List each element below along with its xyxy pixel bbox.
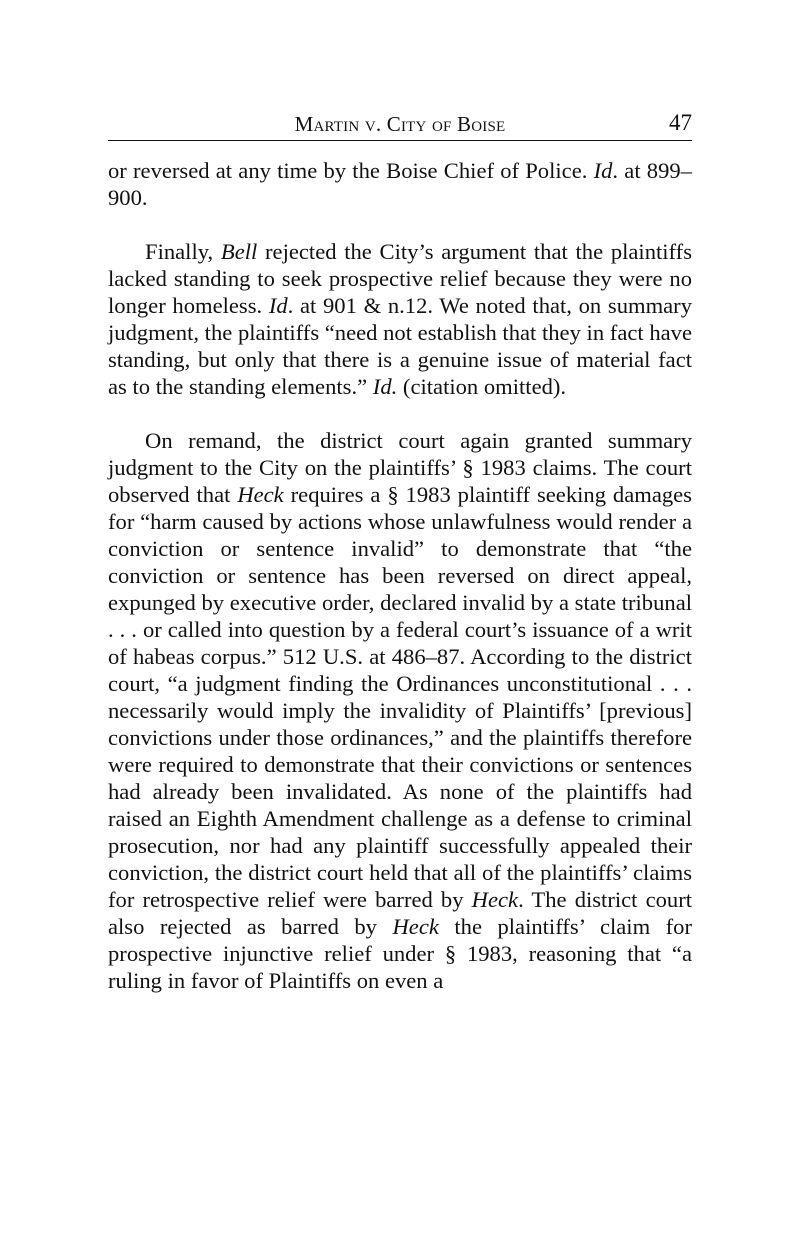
paragraph-continuation xyxy=(108,157,692,211)
paragraph-remand xyxy=(108,427,692,994)
running-header-title: Martin v. City of Boise xyxy=(294,112,506,136)
text-run: the plaintiffs’ claim for prospective injunctive relief under § 1983, reasoning that “a ruling in favor of Plaintiffs on even a xyxy=(108,914,692,993)
text-run: . at 901 & n.12. We noted that, on summary judgment, the plaintiffs “need not establish that they in fact have standing, but only that there is a genuine issue of material fact as to the standing elements.” xyxy=(108,293,692,399)
text-run: requires a § 1983 plaintiff seeking damages for “harm caused by actions whose unlawfulness would render a conviction or sentence invalid” to demonstrate that “the conviction or sentence has been reversed on direct appeal, expunged by executive order, declared invalid by a state tribunal . . . or called into question by a federal court’s issuance of a writ of habeas corpus.” 512 U.S. at 486–87. According to the district court, “a judgment finding the Ordinances unconstitutional . . . necessarily would imply the invalidity of Plaintiffs’ [previous] convictions under those ordinances,” and the plaintiffs therefore were required to demonstrate that their convictions or sentences had already been invalidated. As none of the plaintiffs had raised an Eighth Amendment challenge as a defense to criminal prosecution, nor had any plaintiff successfully appealed their conviction, the district court held that all of the plaintiffs’ claims for retrospective relief were barred by xyxy=(108,482,692,912)
case-name-italic: Heck xyxy=(237,482,284,507)
text-run: rejected the City’s argument that the plaintiffs lacked standing to seek prospective relief because they were no longer homeless. xyxy=(108,239,692,318)
citation-italic: Id xyxy=(268,293,288,318)
case-name-italic: Bell xyxy=(220,239,258,264)
case-name-italic: Heck xyxy=(471,887,519,912)
citation-italic: Id. xyxy=(372,374,398,399)
opinion-body xyxy=(108,157,692,994)
case-name-italic: Heck xyxy=(392,914,439,939)
citation-italic: Id xyxy=(593,158,613,183)
text-run: On remand, the district court again granted summary judgment to the City on the plaintiffs’ § 1983 claims. The court observed that xyxy=(108,428,692,507)
text-run: or reversed at any time by the Boise Chief of Police. xyxy=(108,158,594,183)
page-number: 47 xyxy=(669,110,692,135)
paragraph-bell-standing xyxy=(108,238,692,400)
text-run: . The district court also rejected as barred by xyxy=(108,887,692,939)
text-run: Finally, xyxy=(145,239,221,264)
text-run: . at 899–900. xyxy=(108,158,692,210)
text-run: (citation omitted). xyxy=(397,374,567,399)
running-header xyxy=(108,110,692,141)
